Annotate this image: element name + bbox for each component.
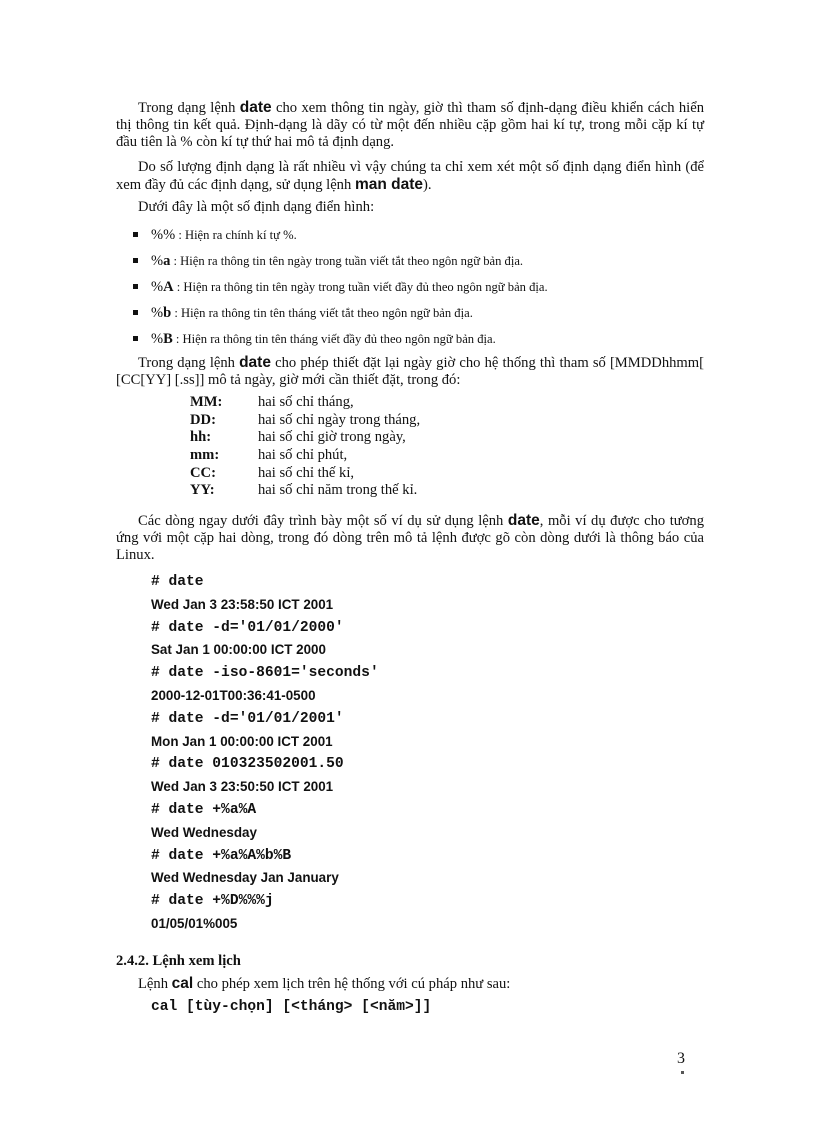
example-output: Wed Wednesday (151, 824, 257, 840)
definition-list (190, 394, 690, 500)
command-date: date (239, 354, 271, 371)
section-heading: 2.4.2. Lệnh xem lịch (116, 953, 241, 969)
example-output: 2000-12-01T00:36:41-0500 (151, 687, 316, 703)
page-mark (681, 1071, 684, 1074)
examples-intro-text-a: Các dòng ngay dưới đây trình bày một số ví dụ sử dụng lệnh (138, 513, 508, 529)
cal-paragraph (116, 975, 704, 993)
example-code-block (151, 571, 671, 936)
definition-term: CC: (190, 464, 216, 481)
examples-intro-paragraph (116, 512, 704, 565)
format-desc: : Hiện ra thông tin tên tháng viết tắt theo ngôn ngữ bản địa. (171, 306, 473, 320)
format-desc: : Hiện ra thông tin tên ngày trong tuần viết tắt theo ngôn ngữ bản địa. (170, 254, 524, 268)
definition-desc: hai số chỉ phút, (258, 447, 348, 464)
format-code-letter: B (163, 331, 173, 347)
example-command: # date 010323502001.50 (151, 756, 344, 773)
format-item (133, 227, 693, 253)
definition-term: hh: (190, 429, 212, 446)
cal-text-b: cho phép xem lịch trên hệ thống với cú pháp như sau: (193, 976, 511, 992)
format-list (133, 227, 693, 357)
page-number: 3 (677, 1050, 685, 1067)
definition-desc: hai số chỉ giờ trong ngày, (258, 429, 406, 446)
example-command: # date -d='01/01/2001' (151, 710, 344, 727)
format-code: %A (151, 279, 174, 295)
format-item (133, 253, 693, 279)
intro-p2-text-a: Do số lượng định dạng là rất nhiều vì vậy chúng ta chỉ xem xét một số định dạng điển hình (để xem đầy đủ các định dạng, sử dụng lệnh (116, 159, 704, 194)
definition-term: DD: (190, 411, 216, 428)
example-output: Sat Jan 1 00:00:00 ICT 2000 (151, 642, 326, 658)
definition-desc: hai số chỉ tháng, (258, 394, 354, 410)
format-code-letter: a (163, 253, 171, 269)
format-item (133, 279, 693, 305)
command-date: date (507, 512, 540, 529)
intro-paragraph-2 (116, 159, 704, 194)
command-date: date (239, 99, 272, 116)
definition-desc: hai số chỉ ngày trong tháng, (258, 411, 421, 428)
format-code: %% (151, 227, 176, 243)
command-man-date: man date (354, 176, 423, 194)
format-code: %B (151, 331, 173, 347)
setdate-text-a: Trong dạng lệnh (138, 355, 240, 371)
setdate-text-b: cho phép thiết đặt lại ngày giờ cho hệ thống thì tham số [MMDDhhmm[ [CC[YY] [.ss]] mô tả ngày, giờ mới cần thiết đặt, trong đó: (116, 355, 704, 389)
example-command: # date (151, 574, 204, 590)
example-output: Mon Jan 1 00:00:00 ICT 2001 (151, 733, 333, 749)
definition-row (190, 394, 690, 412)
definition-row (190, 412, 690, 430)
definition-term: YY: (190, 482, 215, 499)
definition-row (190, 447, 690, 465)
definition-row (190, 482, 690, 500)
format-item (133, 305, 693, 331)
definition-term: MM: (190, 394, 223, 410)
bullet-square-icon (133, 258, 138, 263)
definition-row (190, 465, 690, 483)
example-command: # date -d='01/01/2000' (151, 619, 344, 636)
examples-intro-text-b: , mỗi ví dụ được cho tương ứng với một cặp hai dòng, trong đó dòng trên mô tả lệnh được gõ còn dòng dưới là thông báo của Linux. (116, 513, 704, 564)
format-code: %b (151, 305, 172, 321)
definition-desc: hai số chỉ năm trong thế kỉ. (258, 482, 418, 499)
intro-p2-text-b: ). (423, 177, 432, 194)
format-desc: : Hiện ra thông tin tên ngày trong tuần viết đầy đủ theo ngôn ngữ bản địa. (173, 280, 548, 294)
example-output: Wed Jan 3 23:58:50 ICT 2001 (151, 596, 334, 612)
example-command: # date +%D%%%j (151, 893, 274, 910)
definition-term: mm: (190, 447, 220, 464)
setdate-paragraph (116, 354, 704, 389)
bullet-square-icon (133, 232, 138, 237)
command-cal: cal (171, 975, 194, 992)
definition-desc: hai số chỉ thế kỉ, (258, 464, 355, 481)
definition-row (190, 429, 690, 447)
example-command: # date +%a%A (151, 801, 257, 818)
bullet-square-icon (133, 310, 138, 315)
cal-text-a: Lệnh (138, 976, 172, 992)
example-command: # date -iso-8601='seconds' (151, 665, 379, 682)
intro-paragraph-1 (116, 99, 704, 152)
example-output: Wed Wednesday Jan January (151, 870, 339, 886)
example-output: Wed Jan 3 23:50:50 ICT 2001 (151, 779, 334, 795)
bullet-square-icon (133, 336, 138, 341)
format-desc: : Hiện ra thông tin tên tháng viết đầy đủ theo ngôn ngữ bản địa. (172, 332, 496, 346)
format-code-letter: b (163, 305, 172, 321)
format-code-letter: A (163, 279, 174, 295)
format-desc: : Hiện ra chính kí tự %. (175, 228, 297, 242)
format-code: %a (151, 253, 171, 269)
cal-syntax: cal [tùy-chọn] [<tháng> [<năm>]] (151, 999, 432, 1015)
example-command: # date +%a%A%b%B (151, 847, 292, 864)
intro-text-b: cho xem thông tin ngày, giờ thì tham số định-dạng điều khiển cách hiển thị thông tin kết quả. Định-dạng là dãy có từ một đến nhiều cặp gồm hai kí tự, trong mỗi cặp kí tự đầu tiên là % còn kí tự thứ hai mô tả định dạng. (116, 100, 705, 151)
example-output: 01/05/01%005 (151, 915, 238, 931)
bullet-square-icon (133, 284, 138, 289)
intro-paragraph-3: Dưới đây là một số định dạng điển hình: (138, 199, 375, 215)
intro-text-a: Trong dạng lệnh (138, 100, 240, 116)
